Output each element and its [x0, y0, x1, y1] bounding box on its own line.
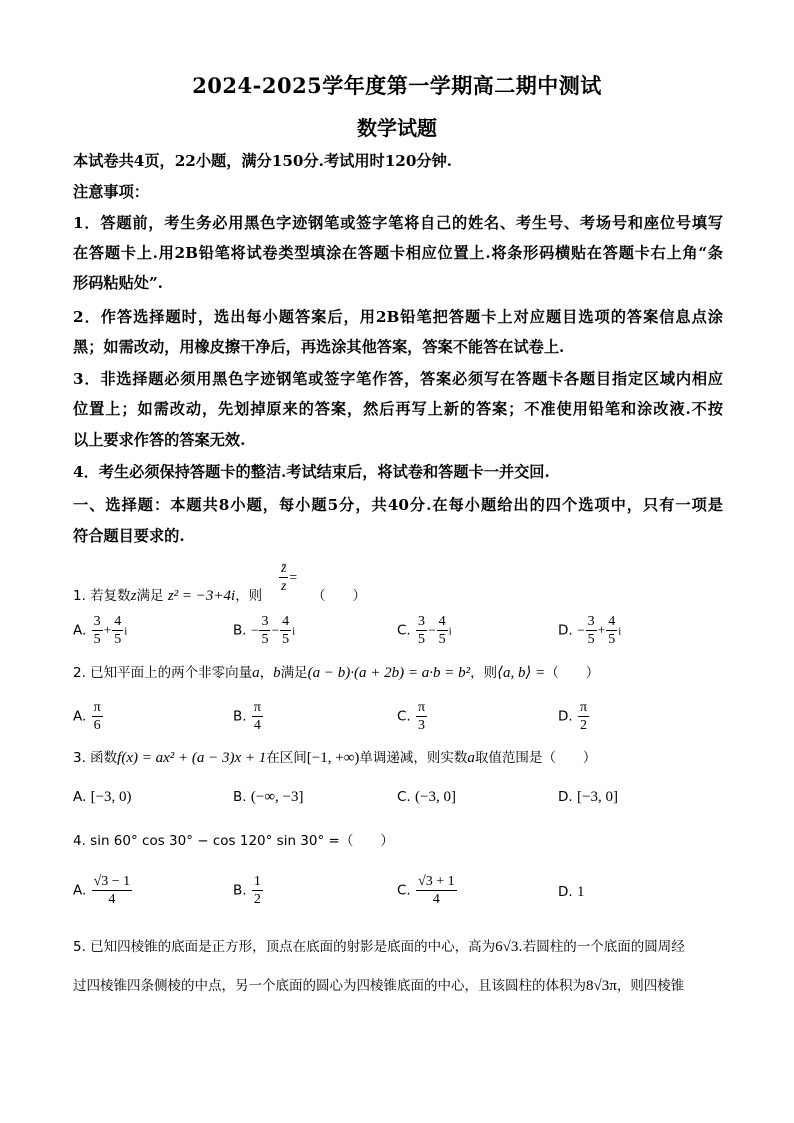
question-1 [73, 586, 262, 606]
q1-var: z [130, 588, 137, 604]
q2-option-d[interactable]: D. $\frac{\pi}{2}$ [558, 700, 588, 733]
q2-option-a[interactable]: A. $\frac{\pi}{6}$ [73, 700, 101, 733]
exam-subtitle: 数学试题 [357, 116, 437, 140]
q2-angle: ⟨a, b⟩ = [497, 665, 546, 681]
q1-target-fraction [278, 560, 297, 595]
q4-option-a[interactable]: A. $\frac{√3 - 1}{4}$ [73, 874, 131, 907]
q2-option-b[interactable]: B. $\frac{\pi}{4}$ [233, 700, 261, 733]
q1-frac-den: z [281, 579, 287, 594]
note-4-line-1: 4．考生必须保持答题卡的整洁.考试结束后，将试卷和答题卡一并交回. [73, 463, 550, 481]
note-2-line-1: 2．作答选择题时，选出每小题答案后，用2B铅笔把答题卡上对应题目选项的答案信息点涂 [73, 308, 723, 326]
question-4: 4. sin 60° cos 30° − cos 120° sin 30° =（ ） [73, 833, 394, 849]
q5-height: 6√3 [495, 939, 519, 955]
note-3-line-3: 以上要求作答的答案无效. [73, 431, 246, 449]
note-1-line-1: 1．答题前，考生务必用黑色字迹钢笔或签字笔将自己的姓名、考生号、考场号和座位号填写 [73, 214, 723, 232]
section-one-line-2: 符合题目要求的. [73, 527, 185, 545]
question-5-line-2: 过四棱锥四条侧棱的中点，另一个底面的圆心为四棱锥底面的中心，且该圆柱的体积为8√3π，则四棱锥 [73, 978, 685, 994]
q1-option-a[interactable]: A. $\frac{3}{5}$ + $\frac{4}{5}$ i [73, 614, 128, 647]
q1-stem-a: 1. 若复数 [73, 588, 131, 604]
q1-option-d[interactable]: D. − $\frac{3}{5}$ + $\frac{4}{5}$ i [558, 614, 622, 647]
q4-option-c[interactable]: C. $\frac{√3 + 1}{4}$ [397, 874, 455, 907]
note-3-line-2: 位置上；如需改动，先划掉原来的答案，然后再写上新的答案；不准使用铅笔和涂改液.不按 [73, 400, 723, 418]
q3-function: f(x) = ax² + (a − 3)x + 1 [117, 750, 267, 766]
q3-interval: [−1, +∞) [306, 750, 360, 766]
note-2-line-2: 黑；如需改动，用橡皮擦干净后，再选涂其他答案，答案不能答在试卷上. [73, 338, 565, 356]
q3-option-d[interactable]: D. [−3, 0] [558, 789, 618, 805]
q3-option-c[interactable]: C. (−3, 0] [397, 789, 456, 805]
q2-vector-b: b [273, 665, 281, 681]
q4-option-b[interactable]: B. $\frac{1}{2}$ [233, 874, 261, 907]
q1-equation: z² = −3+4i [167, 588, 236, 604]
q2-expression: (a − b)·(a + 2b) = a·b = b² [307, 665, 471, 681]
q1-option-b[interactable]: B. − $\frac{3}{5}$ − $\frac{4}{5}$ i [233, 614, 296, 647]
q1-stem-b: 满足 [136, 588, 164, 604]
question-2: 2. 已知平面上的两个非零向量a，b满足(a − b)·(a + 2b) = a·b = b²，则⟨a, b⟩ =（ ） [73, 665, 600, 681]
q1-paren: （ ） [312, 588, 366, 604]
note-1-line-3: 形码粘贴处”. [73, 274, 163, 292]
q5-volume: 8√3π [586, 978, 617, 994]
q1-eq-sign: = [289, 569, 298, 585]
notice-heading: 注意事项： [73, 183, 149, 201]
q1-option-c[interactable]: C. $\frac{3}{5}$ − $\frac{4}{5}$ i [397, 614, 452, 647]
q3-option-b[interactable]: B. (−∞, −3] [233, 789, 304, 805]
note-3-line-1: 3．非选择题必须用黑色字迹钢笔或签字笔作答，答案必须写在答题卡各题目指定区域内相应 [73, 370, 723, 388]
exam-summary: 本试卷共4页，22小题，满分150分.考试用时120分钟. [73, 152, 453, 170]
q3-option-a[interactable]: A. [−3, 0) [73, 789, 132, 805]
q1-stem-c: ，则 [235, 588, 263, 604]
question-5-line-1: 5. 已知四棱锥的底面是正方形，顶点在底面的射影是底面的中心，高为6√3.若圆柱的一个底面的圆周经 [73, 939, 685, 955]
q1-frac-num: z̄ [281, 561, 287, 576]
q2-option-c[interactable]: C. $\frac{\pi}{3}$ [397, 700, 426, 733]
question-3: 3. 函数f(x) = ax² + (a − 3)x + 1在区间[−1, +∞)单调递减，则实数a取值范围是（ ） [73, 750, 597, 766]
q4-option-d[interactable]: D. 1 [558, 884, 585, 900]
q2-vector-a: a [252, 665, 260, 681]
note-1-line-2: 在答题卡上.用2B铅笔将试卷类型填涂在答题卡相应位置上.将条形码横贴在答题卡右上角“条 [73, 244, 723, 262]
section-one-line-1: 一、选择题：本题共8小题，每小题5分，共40分.在每小题给出的四个选项中，只有一项是 [73, 496, 723, 514]
exam-title: 2024-2025学年度第一学期高二期中测试 [192, 73, 602, 98]
